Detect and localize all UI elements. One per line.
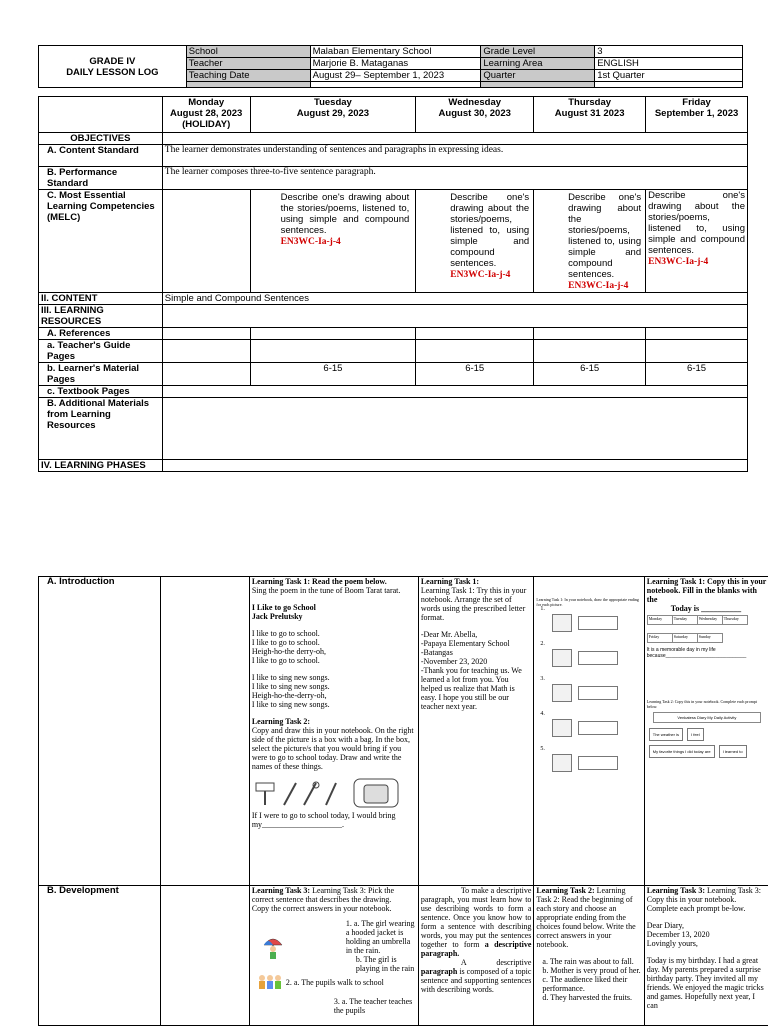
school-label: School [186,46,310,58]
weekday-table: Monday Tuesday Wednesday Thursday Friday Saturday Sunday [647,615,748,643]
girl-umbrella-icon [262,933,284,961]
teacher-label: Teacher [186,58,310,70]
content-standard-label: A. Content Standard [39,145,163,167]
quarter-label: Quarter [481,70,595,82]
intro-wednesday: Learning Task 1: Learning Task 1: Try this in your notebook. Arrange the set of words using the prescribed letter format. -Dear Mr. Abella, -Papaya Elementary School -Batangas -November 23, 2020 -Thank you for teaching us. We learned a lot from you. You helped us realize that Math is easy. I hope you still be our teacher next year. [418,577,534,886]
school-supplies-icon [254,777,404,809]
melc-label: C. Most Essential Learning Competencies (MELC) [39,190,163,293]
school-items-drawing [254,777,416,809]
material-pages-tue: 6-15 [250,363,416,386]
additional-label: B. Additional Materials from Learning Resources [39,398,163,460]
melc-friday: Describe one's drawing about the stories/poems, listened to, using simple and compound sentences. EN3WC-Ia-j-4 [646,190,748,293]
material-pages-thu: 6-15 [534,363,646,386]
day-thursday: Thursday August 31 2023 [534,97,646,133]
day-wednesday: Wednesday August 30, 2023 [416,97,534,133]
dev-tuesday: Learning Task 3: Learning Task 3: Pick the correct sentence that describes the drawing. Copy the correct answers in your notebook. 1. a. The girl wearing a hooded jacket is holding an umbrella in the rain. b. The girl is playing in the rain 2. a. The pupils walk to school 3. a. The teacher teaches the pupils [249,886,418,1026]
picture-icon [552,719,572,737]
header-table [38,45,743,88]
material-label: b. Learner's Material Pages [39,363,163,386]
log-title: GRADE IV DAILY LESSON LOG [39,46,187,88]
melc-thursday: Describe one's drawing about the stories/poems, listened to, using simple and compound sentences. EN3WC-Ia-j-4 [534,190,646,293]
performance-standard-label: B. Performance Standard [39,167,163,190]
intro-tuesday: Learning Task 1: Read the poem below. Sing the poem in the tune of Boom Tarat tarat. I Like to go School Jack Prelutsky I like to go to school. I like to go to school. Heigh-ho-the derry-oh, I like to go to school. I like to sing new songs. I like to sing new songs. Heigh-ho-the-derry-oh, I like to sing new songs. Learning Task 2: Copy and draw this in your notebook. On the right side of the picture is a box with a bag. In the box, select the picture/s that you would bring if you were to go to school today. Draw and write the names of these things. If I were to go to school today, I would bring my____________________. [249,577,418,886]
objectives-label: OBJECTIVES [39,133,163,145]
picture-icon [552,684,572,702]
picture-icon [552,754,572,772]
school-value: Malaban Elementary School [310,46,481,58]
dev-friday: Learning Task 3: Learning Task 3: Copy this in your notebook. Complete each prompt be-low. Dear Diary, December 13, 2020 Lovingly yours, Today is my birthday. I had a great day. My parents prepared a surprise birthday party. They invited all my friends. We enjoyed the magic tricks and games. Hopefully next year, I can [644,886,768,1026]
dev-wednesday: To make a descriptive paragraph, you must learn how to use describing words to form a sentence. Once you know how to form a sentence with describing words, you may put the sentences together to form a descriptive paragraph. A descriptive paragraph is composed of a topic sentence and supporting sentences with describing words. [418,886,534,1026]
content-text: Simple and Compound Sentences [162,293,747,305]
performance-standard-text: The learner composes three-to-five sentence paragraph. [162,167,747,190]
picture-icon [552,614,572,632]
picture-icon [552,649,572,667]
melc-wednesday: Describe one's drawing about the stories/poems, listened to, using simple and compound sentences. EN3WC-Ia-j-4 [416,190,534,293]
day-tuesday: Tuesday August 29, 2023 [250,97,416,133]
area-label: Learning Area [481,58,595,70]
intro-thursday: Learning Task 1: In your notebook, draw the appropriate ending for each picture. 1. 2. 3. 4. 5. [534,577,644,886]
material-pages-fri: 6-15 [646,363,748,386]
guide-label: a. Teacher's Guide Pages [39,340,163,363]
dev-thursday: Learning Task 2: Learning Task 2: Read the beginning of each story and choose an appropriate ending from the choices found below. Write the correct answers in your notebook. a. The rain was about to fall. b. Mother is very proud of her. c. The audience liked their performance. d. They harvested the fruits. [534,886,644,1026]
content-label: II. CONTENT [39,293,163,305]
content-standard-text: The learner demonstrates understanding of sentences and paragraphs in expressing ideas. [162,145,747,167]
grade-label: Grade Level [481,46,595,58]
day-monday: Monday August 28, 2023 (HOLIDAY) [162,97,250,133]
resources-label: III. LEARNING RESOURCES [39,305,163,328]
pupils-icon [256,973,282,991]
references-label: A. References [39,328,163,340]
lesson-table [38,96,748,472]
teacher-value: Marjorie B. Mataganas [310,58,481,70]
grade-value: 3 [595,46,743,58]
material-pages-wed: 6-15 [416,363,534,386]
area-value: ENGLISH [595,58,743,70]
introduction-label: A. Introduction [39,577,161,886]
development-label: B. Development [39,886,161,1026]
date-value: August 29– September 1, 2023 [310,70,481,82]
phases-table [38,576,768,1026]
phases-label: IV. LEARNING PHASES [39,460,163,472]
melc-tuesday: Describe one's drawing about the stories/poems, listened to, using simple and compound sentences. EN3WC-Ia-j-4 [250,190,416,293]
intro-friday: Learning Task 1: Copy this in your notebook. Fill in the blanks with the Today is __________ Monday Tuesday Wednesday Thursday Friday Saturday Sunday It is a memorable day in my life because_____________________________ Learning Task 2: Copy this in your notebook. Complete each prompt below. Venkatess Diary My Daily Activity The weather is I feel My favorite things I did today are I learned to [644,577,768,886]
quarter-value: 1st Quarter [595,70,743,82]
textbook-label: c. Textbook Pages [39,386,163,398]
day-friday: Friday September 1, 2023 [646,97,748,133]
date-label: Teaching Date [186,70,310,82]
